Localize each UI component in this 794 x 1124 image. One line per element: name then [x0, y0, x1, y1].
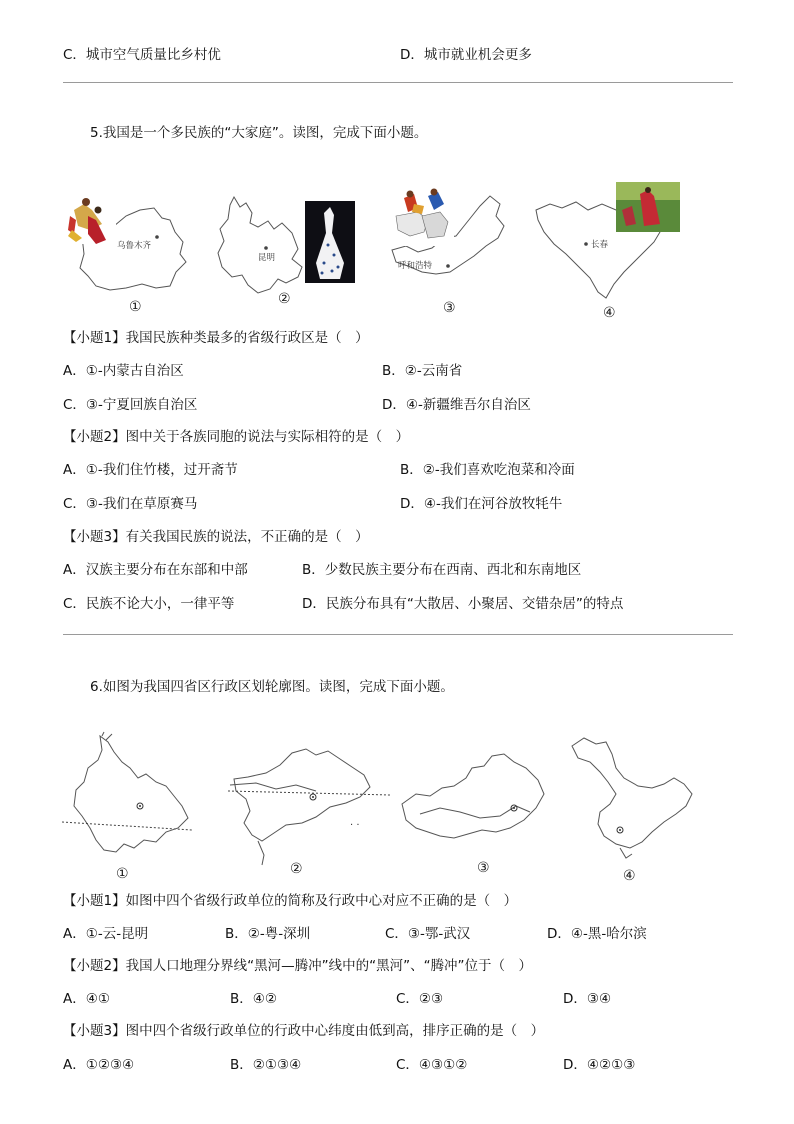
q5-sub1-option-a: A．①-内蒙古自治区 — [63, 363, 184, 379]
divider — [63, 634, 733, 635]
q5-sub1-option-c: C．③-宁夏回族自治区 — [63, 397, 198, 413]
q6-sub1-option-c: C．③-鄂-武汉 — [385, 926, 471, 942]
map-number: ① — [116, 866, 129, 882]
dance-photo — [616, 182, 680, 232]
q5-map-1 — [62, 190, 192, 315]
q5-sub1-question: 【小题1】我国民族种类最多的省级行政区是（ ） — [63, 330, 369, 346]
q6-sub2-option-b: B．④② — [230, 991, 277, 1007]
q6-sub2-option-a: A．④① — [63, 991, 110, 1007]
q5-map-2 — [212, 193, 362, 313]
horse-riders-illustration — [390, 188, 454, 246]
q5-sub2-question: 【小题2】图中关于各族同胞的说法与实际相符的是（ ） — [63, 429, 410, 445]
q6-map-2 — [226, 745, 392, 879]
map-number: ③ — [443, 300, 456, 316]
map-number: ① — [129, 299, 142, 315]
q5-sub2-option-a: A．①-我们住竹楼，过开斋节 — [63, 462, 238, 478]
divider — [63, 82, 733, 83]
city-label-urumqi: 乌鲁木齐 — [117, 241, 152, 251]
q5-map-3 — [388, 186, 514, 316]
city-label-hohhot: 呼和浩特 — [398, 261, 433, 271]
q6-map-1 — [62, 732, 202, 888]
map-number: ② — [290, 861, 303, 877]
city-label-changchun: 长春 — [591, 240, 609, 250]
q6-sub3-option-b: B．②①③④ — [230, 1057, 302, 1073]
q6-sub2-option-c: C．②③ — [396, 991, 444, 1007]
q5-sub2-option-c: C．③-我们在草原赛马 — [63, 496, 198, 512]
q6-sub1-question: 【小题1】如图中四个省级行政单位的简称及行政中心对应不正确的是（ ） — [63, 893, 518, 909]
q5-sub3-option-a: A．汉族主要分布在东部和中部 — [63, 562, 248, 578]
question-5-title: 5.我国是一个多民族的“大家庭”。读图，完成下面小题。 — [90, 125, 428, 141]
map-number: ④ — [603, 305, 616, 321]
q6-sub1-option-d: D．④-黑-哈尔滨 — [547, 926, 647, 942]
q5-sub3-question: 【小题3】有关我国民族的说法，不正确的是（ ） — [63, 529, 369, 545]
q6-sub3-option-a: A．①②③④ — [63, 1057, 135, 1073]
option-d: D．城市就业机会更多 — [400, 47, 532, 63]
q6-sub3-question: 【小题3】图中四个省级行政单位的行政中心纬度由低到高，排序正确的是（ ） — [63, 1023, 545, 1039]
dancer-illustration — [62, 194, 116, 244]
q5-sub3-option-b: B．少数民族主要分布在西南、西北和东南地区 — [302, 562, 582, 578]
question-6-title: 6.如图为我国四省区行政区划轮廓图。读图，完成下面小题。 — [90, 679, 454, 695]
q6-sub1-option-a: A．①-云-昆明 — [63, 926, 149, 942]
map-number: ② — [278, 291, 291, 307]
q6-map-3 — [400, 748, 550, 878]
option-c: C．城市空气质量比乡村优 — [63, 47, 221, 63]
q6-map-4 — [560, 734, 700, 886]
peacock-dancer-photo — [305, 201, 355, 283]
q5-sub2-option-d: D．④-我们在河谷放牧牦牛 — [400, 496, 563, 512]
q6-sub3-option-c: C．④③①② — [396, 1057, 468, 1073]
q6-sub2-option-d: D．③④ — [563, 991, 612, 1007]
q5-sub1-option-b: B．②-云南省 — [382, 363, 463, 379]
q5-sub2-option-b: B．②-我们喜欢吃泡菜和冷面 — [400, 462, 575, 478]
q6-sub1-option-b: B．②-粤-深圳 — [225, 926, 311, 942]
q5-sub3-option-d: D．民族分布具有“大散居、小聚居、交错杂居”的特点 — [302, 596, 624, 612]
svg-text:. .: . . — [350, 817, 360, 828]
q5-map-4 — [532, 180, 682, 324]
q5-sub3-option-c: C．民族不论大小，一律平等 — [63, 596, 235, 612]
map-number: ③ — [477, 860, 490, 876]
q6-sub3-option-d: D．④②①③ — [563, 1057, 636, 1073]
q6-sub2-question: 【小题2】我国人口地理分界线“黑河—腾冲”线中的“黑河”、“腾冲”位于（ ） — [63, 958, 533, 974]
city-label-kunming: 昆明 — [258, 253, 276, 263]
q5-sub1-option-d: D．④-新疆维吾尔自治区 — [382, 397, 531, 413]
map-number: ④ — [623, 868, 636, 884]
